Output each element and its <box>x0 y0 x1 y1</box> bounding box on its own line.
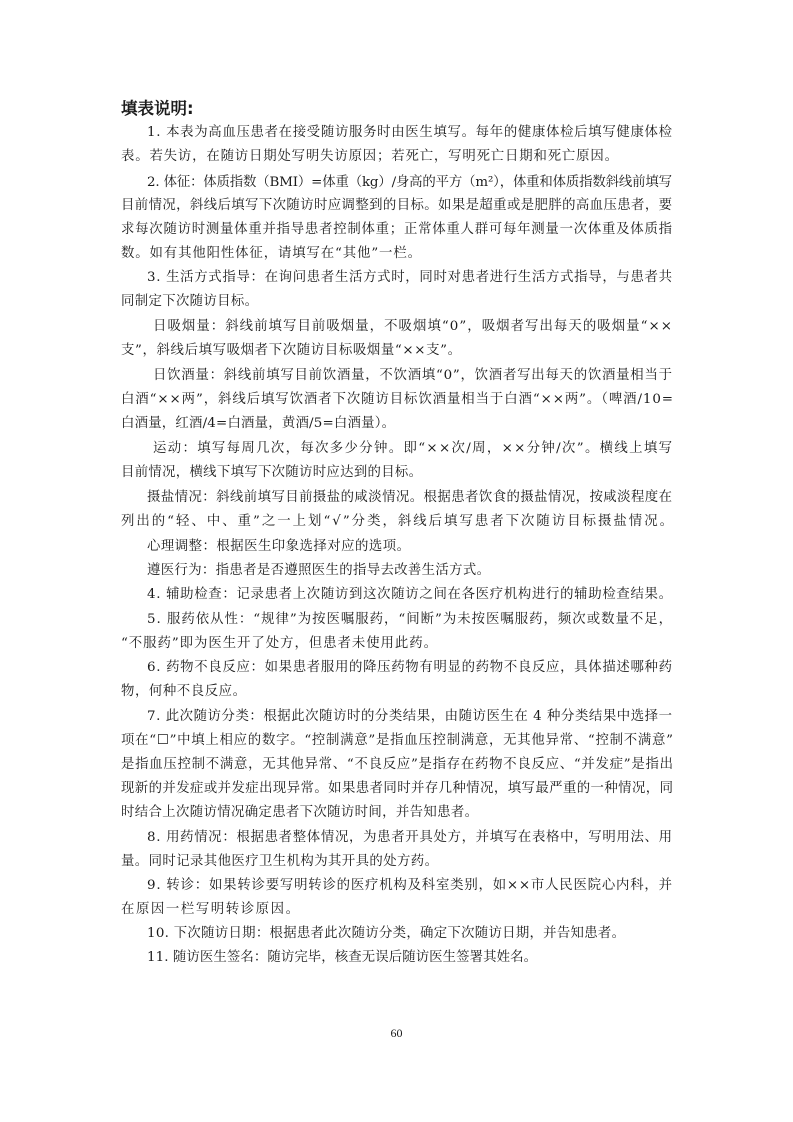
text-line: 白酒量，红酒/4=白酒量，黄酒/5=白酒量）。 <box>121 416 396 431</box>
text-line: 时结合上次随访情况确定患者下次随访时间，并告知患者。 <box>121 805 479 820</box>
text-line: 同制定下次随访目标。 <box>121 294 259 309</box>
text-line: 列出的“轻、中、重”之一上划“√”分类，斜线后填写患者下次随访目标摄盐情况。 <box>121 514 675 529</box>
text-line: 现新的并发症或并发症出现异常。如果患者同时并存几种情况，填写最严重的一种情况，同 <box>121 781 674 796</box>
text-line: 项在“☐”中填上相应的数字。“控制满意”是指血压控制满意，无其他异常、“控制不满意” <box>121 733 674 748</box>
text-line: 运动：填写每周几次，每次多少分钟。即“××次/周，××分钟/次”。横线上填写 <box>153 441 674 456</box>
page-number: 60 <box>390 1026 403 1040</box>
text-line: 2. 体征：体质指数（BMI）=体重（kg）/身高的平方（m²），体重和体质指数斜线前填写 <box>147 175 672 190</box>
text-line: 数。如有其他阳性体征，请填写在“其他”一栏。 <box>121 246 422 261</box>
text-line: 在原因一栏写明转诊原因。 <box>121 902 301 917</box>
text-line: 日吸烟量：斜线前填写目前吸烟量，不吸烟填“0”，吸烟者写出每天的吸烟量“×× <box>153 319 674 334</box>
text-line: 8. 用药情况：根据患者整体情况，为患者开具处方，并填写在表格中，写明用法、用 <box>147 830 673 845</box>
document-title: 填表说明: <box>121 99 194 118</box>
text-line: 支”，斜线后填写吸烟者下次随访目标吸烟量“××支”。 <box>121 343 462 358</box>
text-line: 1. 本表为高血压患者在接受随访服务时由医生填写。每年的健康体检后填写健康体检 <box>147 125 673 140</box>
text-line: 是指血压控制不满意，无其他异常、“不良反应”是指存在药物不良反应、“并发症”是指出 <box>121 757 674 772</box>
text-line: 量。同时记录其他医疗卫生机构为其开具的处方药。 <box>121 854 439 869</box>
text-line: 求每次随访时测量体重并指导患者控制体重；正常体重人群可每年测量一次体重及体质指 <box>121 222 673 237</box>
text-line: 摄盐情况：斜线前填写目前摄盐的咸淡情况。根据患者饮食的摄盐情况，按咸淡程度在 <box>147 490 673 505</box>
text-line: 目前情况，斜线后填写下次随访时应调整到的目标。如果是超重或是肥胖的高血压患者，要 <box>121 198 673 213</box>
text-line: 3. 生活方式指导：在询问患者生活方式时，同时对患者进行生活方式指导，与患者共 <box>147 270 673 285</box>
text-line: 10. 下次随访日期：根据患者此次随访分类，确定下次随访日期，并告知患者。 <box>147 926 626 941</box>
text-line: 5. 服药依从性：“规律”为按医嘱服药，“间断”为未按医嘱服药，频次或数量不足， <box>147 612 673 627</box>
text-line: 11. 随访医生签名：随访完毕，核查无误后随访医生签署其姓名。 <box>147 950 538 965</box>
text-line: 目前情况，横线下填写下次随访时应达到的目标。 <box>121 465 423 480</box>
text-line: 9. 转诊：如果转诊要写明转诊的医疗机构及科室类别，如××市人民医院心内科，并 <box>147 878 673 893</box>
text-line: 4. 辅助检查：记录患者上次随访到这次随访之间在各医疗机构进行的辅助检查结果。 <box>147 587 673 602</box>
text-line: 白酒“××两”，斜线后填写饮酒者下次随访目标饮酒量相当于白酒“××两”。（啤酒/10= <box>121 392 674 407</box>
text-line: 心理调整：根据医生印象选择对应的选项。 <box>147 539 411 554</box>
text-line: 遵医行为：指患者是否遵照医生的指导去改善生活方式。 <box>147 563 491 578</box>
text-line: 日饮酒量：斜线前填写目前饮酒量，不饮酒填“0”，饮酒者写出每天的饮酒量相当于 <box>153 368 673 383</box>
text-line: 表。若失访，在随访日期处写明失访原因；若死亡，写明死亡日期和死亡原因。 <box>121 149 619 164</box>
text-line: 6. 药物不良反应：如果患者服用的降压药物有明显的药物不良反应，具体描述哪种药 <box>147 660 673 675</box>
text-line: “不服药”即为医生开了处方，但患者未使用此药。 <box>121 636 438 651</box>
text-line: 物，何种不良反应。 <box>121 684 247 699</box>
text-line: 7. 此次随访分类：根据此次随访时的分类结果，由随访医生在 4 种分类结果中选择一 <box>147 709 673 724</box>
